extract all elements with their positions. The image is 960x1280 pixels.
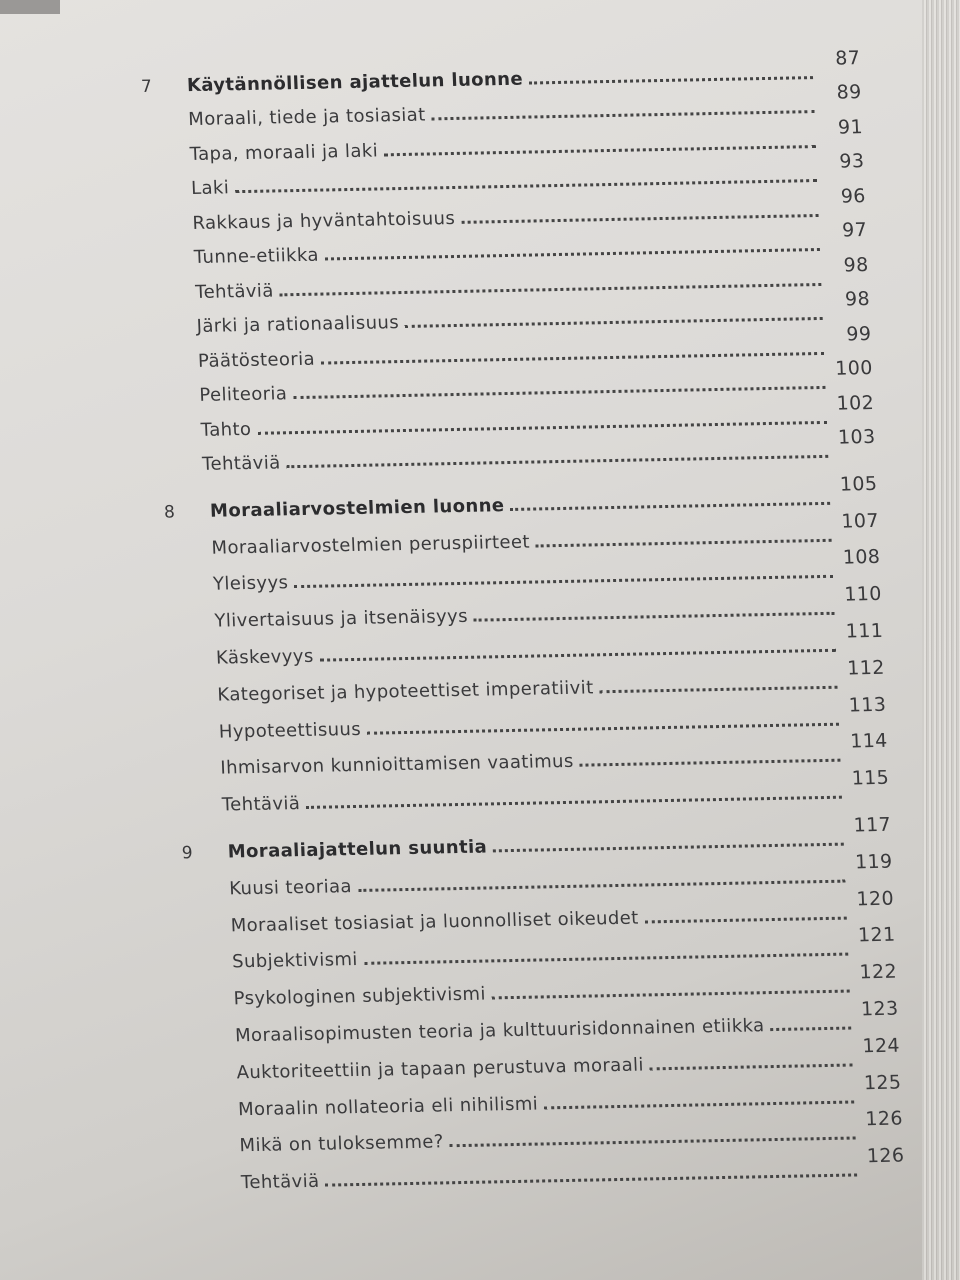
page-number: 102 [836,391,875,415]
entry-title: Moraaliset tosiasiat ja luonnolliset oikeudet [230,907,640,936]
page-number: 126 [866,1144,905,1168]
entry-title: Hypoteettisuus [218,718,362,743]
entry-title: Käskevyys [215,645,315,669]
entry-title: Kuusi teoriaa [228,875,353,900]
page-number: 93 [838,150,865,173]
dot-leader [306,796,842,809]
chapter-number [157,475,203,476]
page-number: 97 [841,219,868,242]
page-number: 98 [843,253,869,277]
page-number: 89 [836,81,863,104]
entry-title: Päätösteoria [197,348,316,372]
page-number: 126 [864,1107,904,1131]
toc-section-7 [140,48,876,476]
entry-title: Auktoriteettiin ja tapaan perustuva moraali [236,1054,645,1084]
chapter-number: 8 [163,502,176,523]
chapter-number [176,816,222,817]
entry-title: Peliteoria [198,383,288,406]
page-number: 120 [856,887,895,910]
page-number: 105 [839,472,878,496]
entry-title: Laki [190,177,230,200]
background-strip [0,0,60,14]
page-number: 87 [834,46,861,70]
page-number: 117 [853,813,892,837]
page-number: 119 [854,850,893,874]
page-number: 108 [842,546,881,569]
entry-title: Järki ja rationaalisuus [196,312,400,337]
entry-title: Yleisyys [212,572,289,596]
chapter-number [195,1193,241,1194]
dot-leader [580,759,841,767]
entry-title: Tehtäviä [201,452,281,475]
entry-title: Mikä on tuloksemme? [239,1131,445,1157]
entry-title: Moraaliarvostelmien peruspiirteet [211,531,531,559]
entry-title: Rakkaus ja hyväntahtoisuus [192,207,456,234]
chapter-number: 7 [140,76,153,97]
chapter-number: 9 [181,843,194,864]
page-number: 100 [834,356,874,380]
entry-title: Ylivertaisuus ja itsenäisyys [214,606,469,632]
page-edges [922,0,960,1280]
page-number: 114 [849,730,889,753]
page-number: 115 [851,766,890,790]
entry-title: Moraaliajattelun suuntia [227,836,488,863]
page-number: 123 [860,997,899,1021]
page-number: 96 [840,184,867,208]
entry-title: Moraalin nollateoria eli nihilismi [237,1093,539,1120]
page-number: 124 [862,1034,901,1058]
page-number: 91 [837,115,864,139]
entry-title: Ihmisarvon kunnioittamisen vaatimus [219,751,575,779]
toc-section-9 [181,813,906,1194]
dot-leader [511,502,831,511]
dot-leader [650,1063,853,1070]
page-number: 112 [846,656,886,680]
toc-section-8 [163,472,890,817]
dot-leader [326,1174,858,1187]
dot-leader [536,538,832,547]
entry-title: Tahto [200,418,252,441]
dot-leader [529,76,813,84]
entry-title: Tehtäviä [194,279,275,303]
page-number: 107 [840,509,880,533]
page-number: 122 [859,960,898,984]
dot-leader [544,1100,854,1109]
page-number: 103 [837,425,876,449]
dot-leader [600,686,838,694]
entry-title: Tunne-etiikka [193,244,320,268]
dot-leader [771,1026,852,1031]
entry-title: Psykologinen subjektivismi [233,983,487,1010]
entry-title: Subjektivismi [231,949,359,973]
entry-title: Moraaliarvostelmien luonne [209,494,505,522]
entry-title: Moraali, tiede ja tosiasiat [187,104,427,131]
page-number: 121 [857,924,896,947]
entry-title: Moraalisopimusten teoria ja kulttuurisidonnainen etiikka [234,1015,765,1047]
entry-title: Käytännöllisen ajattelun luonne [186,68,524,96]
page-number: 110 [843,583,883,606]
table-of-contents [140,48,906,1204]
entry-title: Kategoriset ja hypoteettiset imperatiivit [217,677,594,706]
dot-leader [287,455,829,468]
entry-title: Tapa, moraali ja laki [189,139,379,165]
page-number: 99 [845,322,872,345]
page-number: 111 [845,619,884,643]
page-number: 113 [848,693,887,717]
entry-title: Tehtäviä [240,1170,320,1194]
dot-leader [645,916,847,923]
page-number: 125 [863,1071,902,1094]
entry-title: Tehtäviä [221,793,301,816]
page-number: 98 [844,288,871,311]
